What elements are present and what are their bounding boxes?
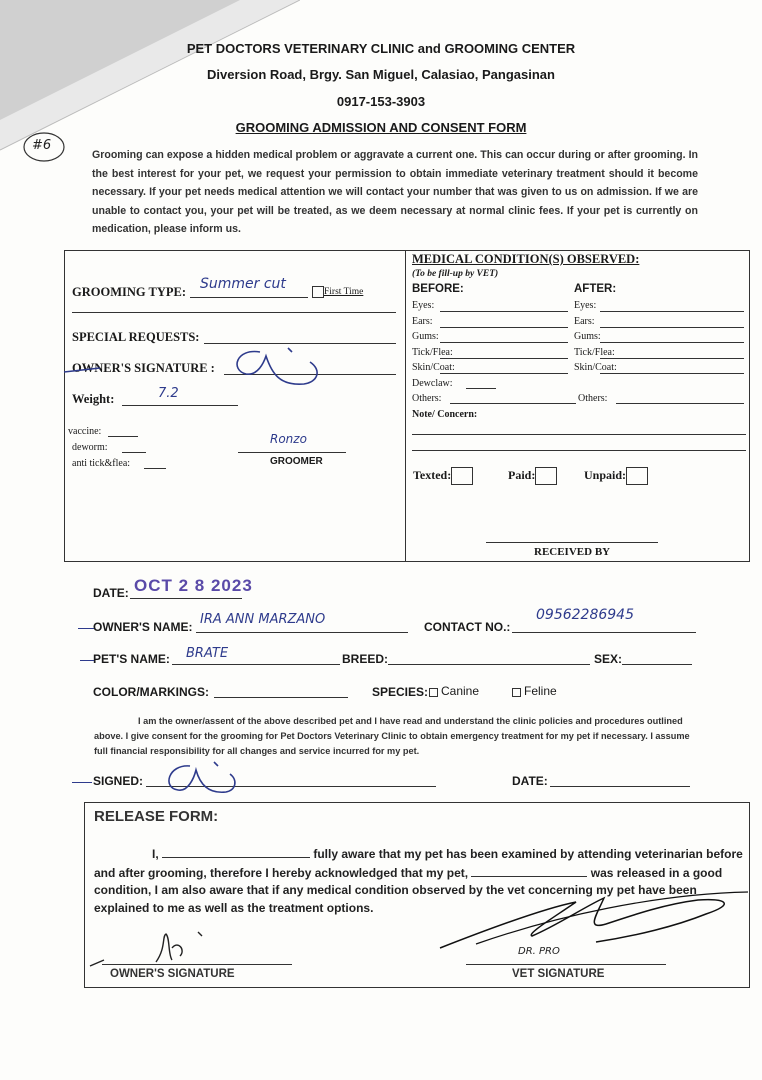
texted-checkbox[interactable] bbox=[451, 467, 473, 485]
owner-name-value: IRA ANN MARZANO bbox=[200, 612, 326, 627]
groomer-line bbox=[238, 452, 346, 453]
dewclaw-line[interactable] bbox=[466, 388, 496, 389]
canine-checkbox[interactable] bbox=[429, 688, 438, 697]
after-row-label: Gums: bbox=[574, 331, 601, 342]
before-row-label: Tick/Flea: bbox=[412, 346, 453, 358]
paid-label: Paid: bbox=[508, 467, 536, 482]
groomer-name: Ronzo bbox=[270, 432, 307, 446]
vet-signature-mark bbox=[436, 886, 754, 956]
owner-name-strike bbox=[78, 628, 94, 629]
after-row-line[interactable] bbox=[600, 342, 744, 343]
release-name-blank[interactable] bbox=[162, 845, 310, 858]
after-row-line[interactable] bbox=[600, 327, 744, 328]
pet-name-value: BRATE bbox=[186, 646, 229, 661]
signed-signature-mark bbox=[148, 758, 258, 808]
date-line[interactable] bbox=[130, 598, 242, 599]
others-after-label: Others: bbox=[578, 393, 608, 404]
grooming-type-label: GROOMING TYPE: bbox=[72, 285, 187, 299]
vet-initials: DR. PRO bbox=[518, 946, 560, 957]
groomer-label: GROOMER bbox=[270, 456, 323, 467]
others-before-line[interactable] bbox=[450, 403, 576, 404]
weight-line[interactable] bbox=[122, 405, 238, 406]
before-row-line[interactable] bbox=[440, 311, 568, 312]
before-row-line[interactable] bbox=[440, 373, 568, 374]
vaccine-line[interactable] bbox=[108, 436, 138, 437]
pet-name-line[interactable] bbox=[172, 664, 340, 665]
date-stamp: OCT 2 8 2023 bbox=[134, 576, 253, 595]
after-row-label: Tick/Flea: bbox=[574, 346, 615, 358]
pet-name-label: PET'S NAME: bbox=[93, 652, 170, 666]
after-row-label: Skin/Coat: bbox=[574, 362, 617, 373]
signed-date-line[interactable] bbox=[550, 786, 690, 787]
species-label: SPECIES: bbox=[372, 685, 429, 699]
medical-subtitle: (To be fill-up by VET) bbox=[412, 269, 499, 279]
after-row-label: Eyes: bbox=[574, 300, 597, 311]
grooming-type-line bbox=[190, 297, 308, 298]
note-line-1[interactable] bbox=[412, 434, 746, 435]
contact-label: CONTACT NO.: bbox=[424, 620, 511, 634]
sex-label: SEX: bbox=[594, 652, 623, 666]
paid-group bbox=[508, 467, 557, 485]
box-divider bbox=[405, 250, 406, 562]
after-row-line[interactable] bbox=[600, 358, 744, 359]
grooming-type-underline bbox=[72, 312, 396, 313]
received-by-line[interactable] bbox=[486, 542, 658, 543]
consent-text: I am the owner/assent of the above described pet and I have read and understand the clinic policies and procedures outlined above. I give consent for the grooming for Pet Doctors Veterinary Clinic to obtain emergency treatment for my pet if necessary. I assume full financial responsibility for all changes and service incurred for my pet. bbox=[94, 716, 690, 756]
owner-name-line[interactable] bbox=[196, 632, 408, 633]
before-label: BEFORE: bbox=[412, 283, 464, 295]
canine-label: Canine bbox=[441, 684, 480, 698]
unpaid-group bbox=[584, 467, 648, 485]
release-i: I, bbox=[152, 847, 159, 861]
release-pet-blank[interactable] bbox=[471, 864, 587, 877]
signed-label: SIGNED: bbox=[93, 774, 144, 788]
pet-name-strike bbox=[80, 660, 94, 661]
form-number: #6 bbox=[32, 138, 52, 153]
form-title: GROOMING ADMISSION AND CONSENT FORM bbox=[235, 120, 527, 135]
release-text-2: was released in a good condition, I am also aware that if any medical condition observed by the vet concerning my pet have been explained to me as well as the treatment options. bbox=[94, 865, 723, 915]
owner-release-signature-label: OWNER'S SIGNATURE bbox=[110, 968, 235, 980]
unpaid-checkbox[interactable] bbox=[626, 467, 648, 485]
anti-tick-line[interactable] bbox=[144, 468, 166, 469]
texted-label: Texted: bbox=[413, 467, 452, 482]
owner-signature-label: OWNER'S SIGNATURE : bbox=[72, 361, 215, 375]
before-row-line[interactable] bbox=[440, 327, 568, 328]
texted-group bbox=[413, 467, 473, 485]
vet-signature-line[interactable] bbox=[466, 964, 666, 965]
before-row-line[interactable] bbox=[440, 342, 568, 343]
medical-title: MEDICAL CONDITION(S) OBSERVED: bbox=[412, 252, 640, 266]
first-time-checkbox[interactable] bbox=[312, 286, 324, 298]
date-label: DATE: bbox=[93, 586, 129, 600]
anti-tick-label: anti tick&flea: bbox=[72, 458, 131, 469]
contact-line[interactable] bbox=[512, 632, 696, 633]
after-row-line[interactable] bbox=[600, 311, 744, 312]
grooming-type-value[interactable]: Summer cut bbox=[200, 276, 286, 292]
after-row-line[interactable] bbox=[600, 373, 744, 374]
consent-paragraph bbox=[94, 714, 700, 759]
before-row-label: Skin/Coat: bbox=[412, 362, 455, 373]
clinic-phone: 0917-153-3903 bbox=[336, 94, 426, 109]
note-label: Note/ Concern: bbox=[412, 409, 478, 420]
unpaid-label: Unpaid: bbox=[584, 467, 627, 482]
release-text-1: fully aware that my pet has been examined by attending veterinarian before and after grooming, therefore I hereby acknowledged that my pet, bbox=[94, 847, 743, 880]
deworm-label: deworm: bbox=[72, 442, 108, 453]
weight-label: Weight: bbox=[72, 392, 115, 406]
weight-value: 7.2 bbox=[158, 386, 179, 401]
after-label: AFTER: bbox=[574, 283, 617, 295]
sex-line[interactable] bbox=[622, 664, 692, 665]
feline-label: Feline bbox=[524, 684, 557, 698]
signed-strike bbox=[72, 782, 92, 783]
received-by-label: RECEIVED BY bbox=[534, 546, 611, 558]
special-requests-label: SPECIAL REQUESTS: bbox=[72, 330, 200, 344]
first-time-label: First Time bbox=[324, 287, 364, 297]
intro-paragraph: Grooming can expose a hidden medical problem or aggravate a current one. This can occur during or after grooming. In the best interest for your pet, we request your permission to obtain immediate veterinary treatment should it become necessary. If your pet needs medical attention we will contact your number that was given to us on admission. If we are unable to contact you, your pet will be treated, as we deem necessary at normal clinic fees. If your pet is currently on medication, please inform us. bbox=[92, 149, 698, 236]
feline-checkbox[interactable] bbox=[512, 688, 521, 697]
color-line[interactable] bbox=[214, 697, 348, 698]
deworm-line[interactable] bbox=[122, 452, 146, 453]
vaccine-label: vaccine: bbox=[68, 426, 102, 437]
dewclaw-label: Dewclaw: bbox=[412, 378, 453, 389]
before-row-label: Eyes: bbox=[412, 300, 435, 311]
others-before-label: Others: bbox=[412, 393, 442, 404]
clinic-name: PET DOCTORS VETERINARY CLINIC and GROOMING CENTER bbox=[186, 41, 576, 56]
breed-line[interactable] bbox=[388, 664, 590, 665]
owner-name-label: OWNER'S NAME: bbox=[93, 620, 193, 634]
clinic-address: Diversion Road, Brgy. San Miguel, Calasiao, Pangasinan bbox=[207, 67, 555, 82]
after-row-label: Ears: bbox=[574, 315, 595, 327]
paid-checkbox[interactable] bbox=[535, 467, 557, 485]
contact-value: 09562286945 bbox=[536, 607, 634, 623]
color-label: COLOR/MARKINGS: bbox=[93, 685, 209, 699]
vet-signature-label: VET SIGNATURE bbox=[512, 968, 605, 980]
owner-release-signature-line[interactable] bbox=[102, 964, 292, 965]
others-after-line[interactable] bbox=[616, 403, 744, 404]
signed-date-label: DATE: bbox=[512, 774, 548, 788]
before-row-label: Ears: bbox=[412, 315, 433, 327]
note-line-2[interactable] bbox=[412, 450, 746, 451]
before-row-label: Gums: bbox=[412, 331, 439, 342]
breed-label: BREED: bbox=[342, 652, 389, 666]
before-row-line[interactable] bbox=[440, 358, 568, 359]
release-title: RELEASE FORM: bbox=[94, 808, 219, 825]
